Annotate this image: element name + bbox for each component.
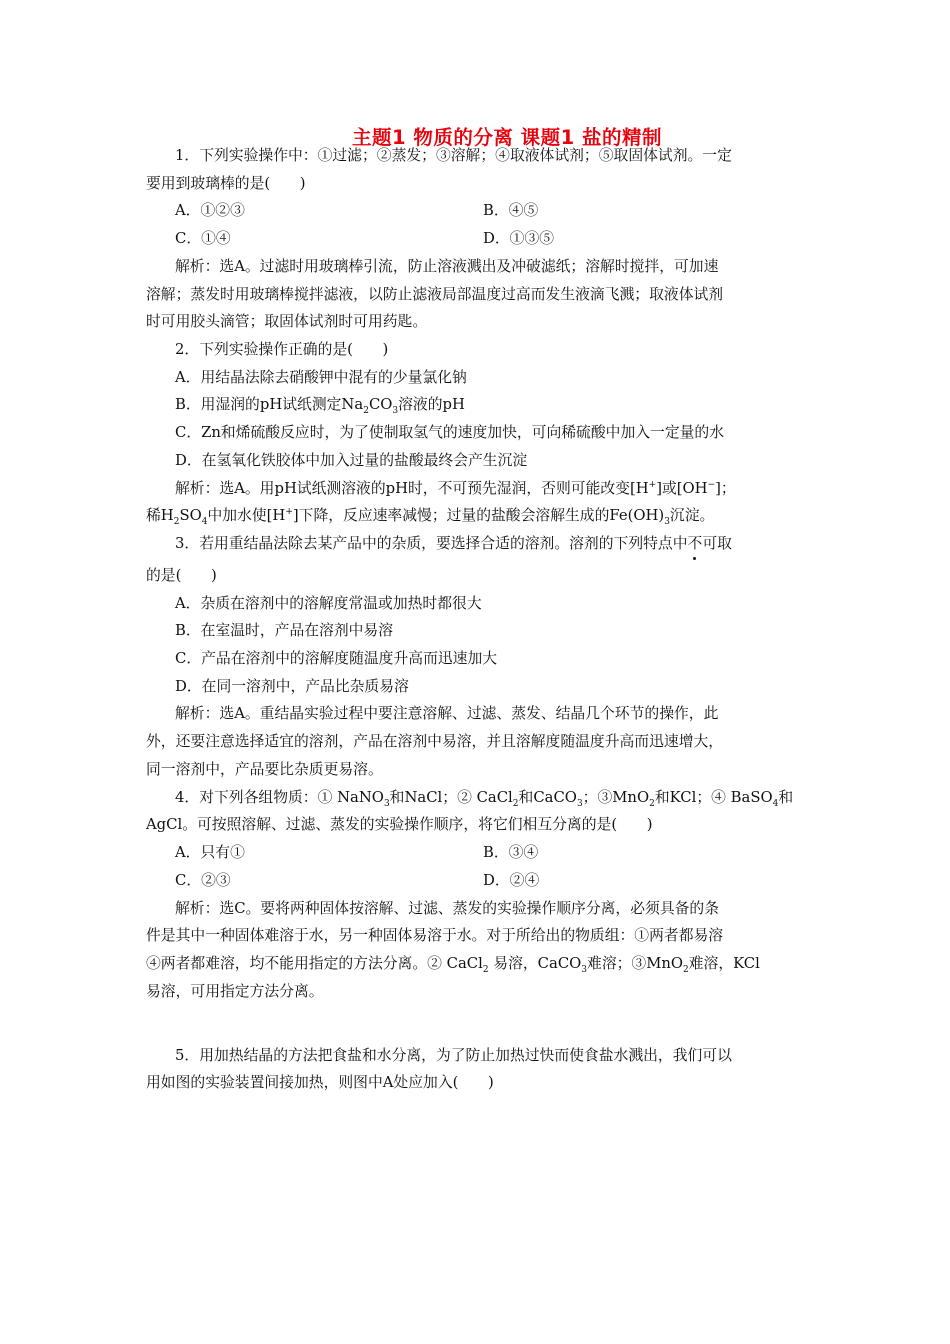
q4-explanation-text: ④两者都难溶，均不能用指定的方法分离。② CaCl — [146, 955, 483, 972]
q4-option-d: D．②④ — [483, 872, 540, 889]
q3-stem-text: 3．若用重结晶法除去某产品中的杂质，要选择合适的溶剂。溶剂的下列特点中 — [175, 535, 688, 552]
emphasis-dot-char: 不 — [687, 535, 703, 552]
q2-option-b-text: 溶液的pH — [398, 396, 465, 413]
subscript: 2 — [482, 964, 489, 975]
q3-stem-line2: 的是( ) — [146, 567, 217, 584]
page-title: 主题1 物质的分离 课题1 盐的精制 — [351, 126, 662, 149]
q4-explanation-line3 — [146, 954, 760, 974]
q3-explanation-line2: 外，还要注意选择适宜的溶剂，产品在溶剂中易溶，并且溶解度随温度升高而迅速增大， — [146, 733, 724, 750]
q2-explanation-text: ]； — [715, 480, 736, 497]
q3-option-c: C．产品在溶剂中的溶解度随温度升高而迅速加大 — [175, 650, 498, 667]
q2-explanation-text: ]下降，反应速率减慢；过量的盐酸会溶解生成的Fe(OH) — [292, 507, 665, 524]
q5-stem-line1: 5．用加热结晶的方法把食盐和水分离，为了防止加热过快而使食盐水溅出，我们可以 — [175, 1047, 732, 1064]
q4-stem-text: 4．对下列各组物质：① NaNO — [175, 789, 384, 806]
q2-option-b-text: CO — [368, 396, 393, 413]
q3-stem-text: 可取 — [702, 535, 732, 552]
subscript: 3 — [664, 516, 670, 527]
subscript: 4 — [201, 516, 208, 527]
q4-stem-text: 和KCl；④ BaSO — [654, 789, 773, 806]
q2-explanation-line2 — [146, 506, 714, 526]
q1-explanation-line2: 溶解；蒸发时用玻璃棒搅拌滤液，以防止滤液局部温度过高而发生液滴飞溅；取液体试剂 — [146, 286, 724, 303]
superscript: − — [707, 480, 716, 491]
q1-option-d: D．①③⑤ — [483, 230, 555, 247]
q4-option-c: C．②③ — [175, 872, 231, 889]
subscript: 2 — [173, 516, 180, 527]
subscript: 2 — [512, 798, 519, 809]
q4-stem-text: 和 — [778, 789, 794, 806]
q2-explanation-text: 解析：选A。用pH试纸测溶液的pH时，不可预先湿润，否则可能改变[H — [175, 480, 649, 497]
q3-option-a: A．杂质在溶剂中的溶解度常温或加热时都很大 — [175, 595, 482, 612]
q2-option-c: C．Zn和烯硫酸反应时，为了使制取氢气的速度加快，可向稀硫酸中加入一定量的水 — [175, 424, 725, 441]
q1-stem-line1: 1．下列实验操作中：①过滤；②蒸发；③溶解；④取液体试剂；⑤取固体试剂。一定 — [175, 147, 732, 164]
q2-option-a: A．用结晶法除去硝酸钾中混有的少量氯化钠 — [175, 369, 467, 386]
q3-option-b: B．在室温时，产品在溶剂中易溶 — [175, 622, 394, 639]
q3-stem-line1 — [175, 534, 732, 554]
subscript: 3 — [392, 405, 399, 416]
subscript: 4 — [772, 798, 779, 809]
q4-stem-line1 — [175, 788, 793, 808]
q4-explanation-text: 难溶；③MnO — [587, 955, 684, 972]
q2-explanation-text: 中加水使[H — [207, 507, 286, 524]
subscript: 3 — [383, 798, 390, 809]
q3-option-d: D．在同一溶剂中，产品比杂质易溶 — [175, 678, 409, 695]
q4-explanation-line4: 易溶，可用指定方法分离。 — [146, 983, 324, 1000]
q2-explanation-line1 — [175, 479, 736, 499]
q4-option-a: A．只有① — [175, 844, 245, 861]
q4-explanation-line1: 解析：选C。要将两种固体按溶解、过滤、蒸发的实验操作顺序分离，必须具备的条 — [175, 900, 720, 917]
q4-explanation-line2: 件是其中一种固体难溶于水，另一种固体易溶于水。对于所给出的物质组：①两者都易溶 — [146, 927, 724, 944]
q2-option-d: D．在氢氧化铁胶体中加入过量的盐酸最终会产生沉淀 — [175, 452, 528, 469]
q2-explanation-text: SO — [179, 507, 202, 524]
superscript: + — [285, 507, 293, 518]
subscript: 3 — [576, 798, 583, 809]
q4-option-b: B．③④ — [483, 844, 539, 861]
q3-explanation-line3: 同一溶剂中，产品要比杂质更易溶。 — [146, 761, 383, 778]
q4-stem-text: 和NaCl；② CaCl — [389, 789, 513, 806]
q2-explanation-text: 稀H — [146, 507, 174, 524]
q1-stem-line2: 要用到玻璃棒的是( ) — [146, 175, 306, 192]
q1-explanation-line1: 解析：选A。过滤时用玻璃棒引流，防止溶液溅出及冲破滤纸；溶解时搅拌，可加速 — [175, 258, 719, 275]
q2-explanation-text: ]或[OH — [656, 480, 708, 497]
subscript: 2 — [649, 798, 655, 809]
subscript: 3 — [581, 964, 588, 975]
q2-option-b-text: B．用湿润的pH试纸测定Na — [175, 396, 364, 413]
q4-stem-text: ；③MnO — [582, 789, 650, 806]
q4-explanation-text: 易溶，CaCO — [488, 955, 582, 972]
q3-explanation-line1: 解析：选A。重结晶实验过程中要注意溶解、过滤、蒸发、结晶几个环节的操作，此 — [175, 705, 719, 722]
q1-explanation-line3: 时可用胶头滴管；取固体试剂时可用药匙。 — [146, 313, 428, 330]
q4-stem-line2: AgCl。可按照溶解、过滤、蒸发的实验操作顺序，将它们相互分离的是( ) — [146, 816, 653, 833]
subscript: 2 — [363, 405, 369, 416]
subscript: 2 — [683, 964, 689, 975]
q1-option-a: A．①②③ — [175, 202, 245, 219]
q4-stem-text: 和CaCO — [518, 789, 577, 806]
q1-option-c: C．①④ — [175, 230, 231, 247]
q5-stem-line2: 用如图的实验装置间接加热，则图中A处应加入( ) — [146, 1074, 494, 1091]
q2-stem: 2．下列实验操作正确的是( ) — [175, 341, 389, 358]
superscript: + — [648, 480, 657, 491]
q4-explanation-text: 难溶，KCl — [688, 955, 760, 972]
q2-explanation-text: 沉淀。 — [669, 507, 715, 524]
q1-option-b: B．④⑤ — [483, 202, 539, 219]
q2-option-b — [175, 395, 465, 415]
